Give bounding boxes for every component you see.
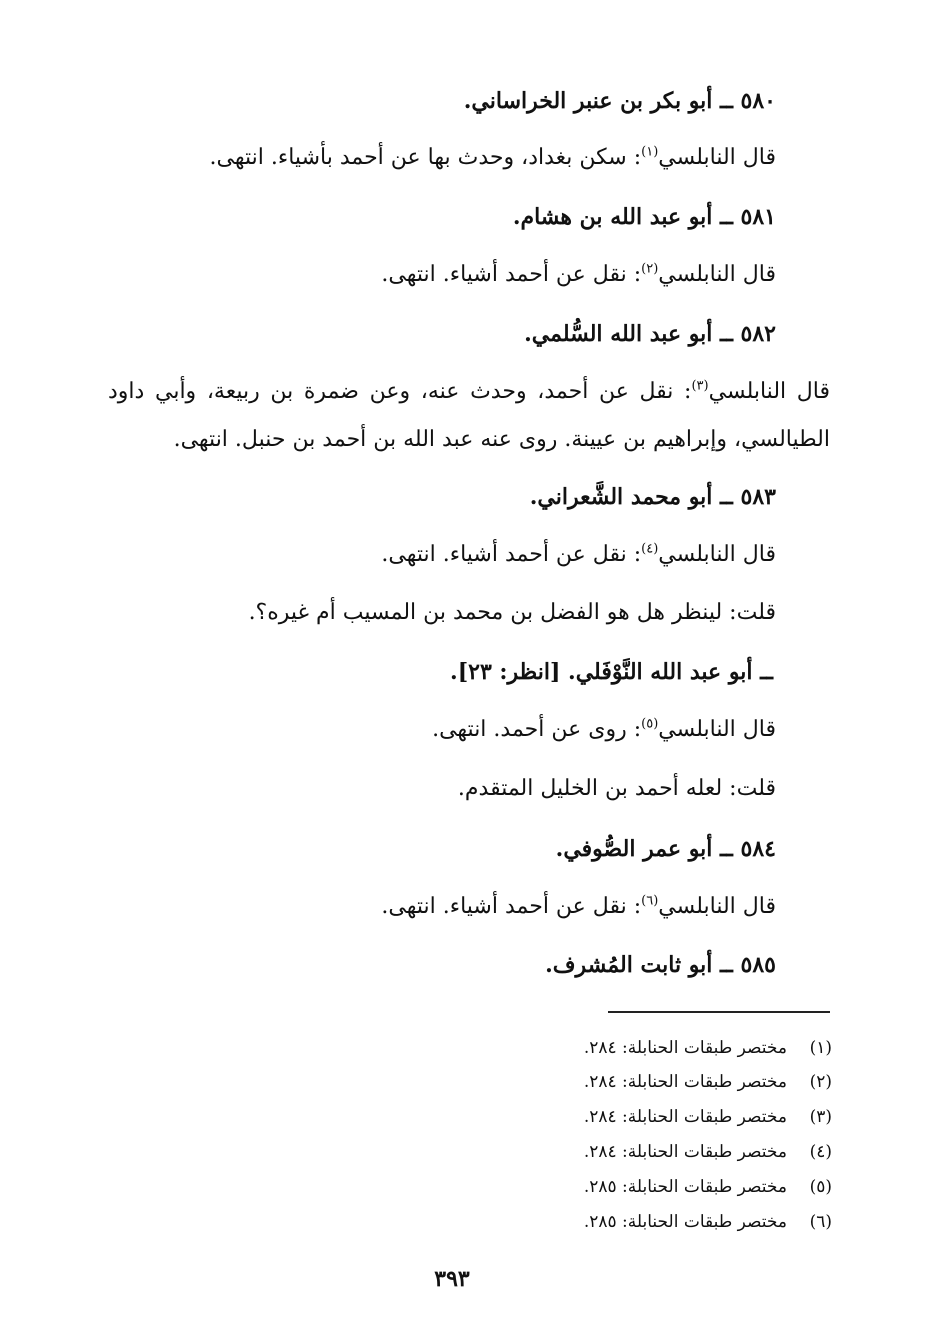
footnote-text: مختصر طبقات الحنابلة: ٢٨٤.	[583, 1072, 787, 1092]
entry-heading: ٥٨٤ ــ أبو عمر الصُّوفي.	[555, 836, 776, 862]
footnote-number: (٦)	[809, 1212, 832, 1232]
footnote	[584, 1140, 832, 1164]
quote-body: : سكن بغداد، وحدث بها عن أحمد بأشياء. انتهى.	[209, 145, 642, 170]
quote-intro: قال النابلسي	[658, 894, 776, 919]
entry-heading: ٥٨٥ ــ أبو ثابت المُشرف.	[545, 952, 776, 978]
entry-quote	[432, 715, 776, 745]
entry-heading: ٥٨٠ ــ أبو بكر بن عنبر الخراساني.	[463, 88, 776, 114]
footnote-number: (٤)	[809, 1142, 832, 1162]
quote-intro: قال النابلسي	[658, 542, 776, 567]
footnote-number: (٥)	[809, 1177, 832, 1197]
entry-quote	[381, 892, 776, 922]
entry-heading: ٥٨٢ ــ أبو عبد الله السُّلمي.	[524, 321, 776, 347]
quote-intro: قال النابلسي	[658, 717, 776, 742]
entry-heading: ٥٨١ ــ أبو عبد الله بن هشام.	[512, 204, 776, 230]
quote-intro: قال النابلسي	[658, 145, 776, 170]
footnote-text: مختصر طبقات الحنابلة: ٢٨٥.	[583, 1212, 787, 1232]
footnote-ref: (٦)	[641, 893, 659, 909]
footnote-number: (٢)	[809, 1072, 832, 1092]
entry-quote	[381, 260, 776, 290]
footnote	[584, 1105, 832, 1129]
footnote-number: (١)	[809, 1038, 832, 1058]
page-number: ٣٩٣	[434, 1266, 470, 1292]
footnote-text: مختصر طبقات الحنابلة: ٢٨٤.	[583, 1142, 787, 1162]
footnote	[584, 1070, 832, 1094]
footnote-ref: (٢)	[641, 261, 659, 277]
entry-heading: ٥٨٣ ــ أبو محمد الشَّعراني.	[529, 484, 776, 510]
entry-heading: ــ أبو عبد الله النَّوْفَلي. [انظر: ٢٣].	[450, 659, 773, 685]
entry-quote	[381, 540, 776, 570]
quote-body: : نقل عن أحمد أشياء. انتهى.	[381, 262, 642, 287]
quote-body: : نقل عن أحمد أشياء. انتهى.	[381, 894, 642, 919]
footnote	[584, 1210, 832, 1234]
footnote-ref: (٥)	[641, 716, 659, 732]
footnote-text: مختصر طبقات الحنابلة: ٢٨٥.	[583, 1177, 787, 1197]
footnote	[584, 1175, 832, 1199]
footnote-text: مختصر طبقات الحنابلة: ٢٨٤.	[583, 1107, 787, 1127]
editor-remark: قلت: لينظر هل هو الفضل بن محمد بن المسيب أم غيره؟.	[248, 600, 776, 625]
quote-body: : نقل عن أحمد، وحدث عنه، وعن ضمرة بن ربيعة، وأبي داود الطيالسي، وإبراهيم بن عيينة. روى عنه عبد الله بن أحمد بن حنبل. انتهى.	[108, 379, 830, 452]
footnote-ref: (٣)	[691, 378, 709, 394]
quote-body: : نقل عن أحمد أشياء. انتهى.	[381, 542, 642, 567]
entry-quote-paragraph	[108, 368, 830, 464]
footnote-ref: (٤)	[641, 541, 659, 557]
quote-intro: قال النابلسي	[708, 379, 830, 404]
footnote-number: (٣)	[809, 1107, 832, 1127]
quote-body: : روى عن أحمد. انتهى.	[432, 717, 642, 742]
footnote-ref: (١)	[641, 144, 659, 160]
quote-intro: قال النابلسي	[658, 262, 776, 287]
entry-quote	[210, 143, 776, 173]
footnote	[584, 1036, 832, 1060]
footnote-text: مختصر طبقات الحنابلة: ٢٨٤.	[583, 1038, 787, 1058]
editor-remark: قلت: لعله أحمد بن الخليل المتقدم.	[457, 776, 776, 801]
footnote-divider	[608, 1011, 830, 1013]
